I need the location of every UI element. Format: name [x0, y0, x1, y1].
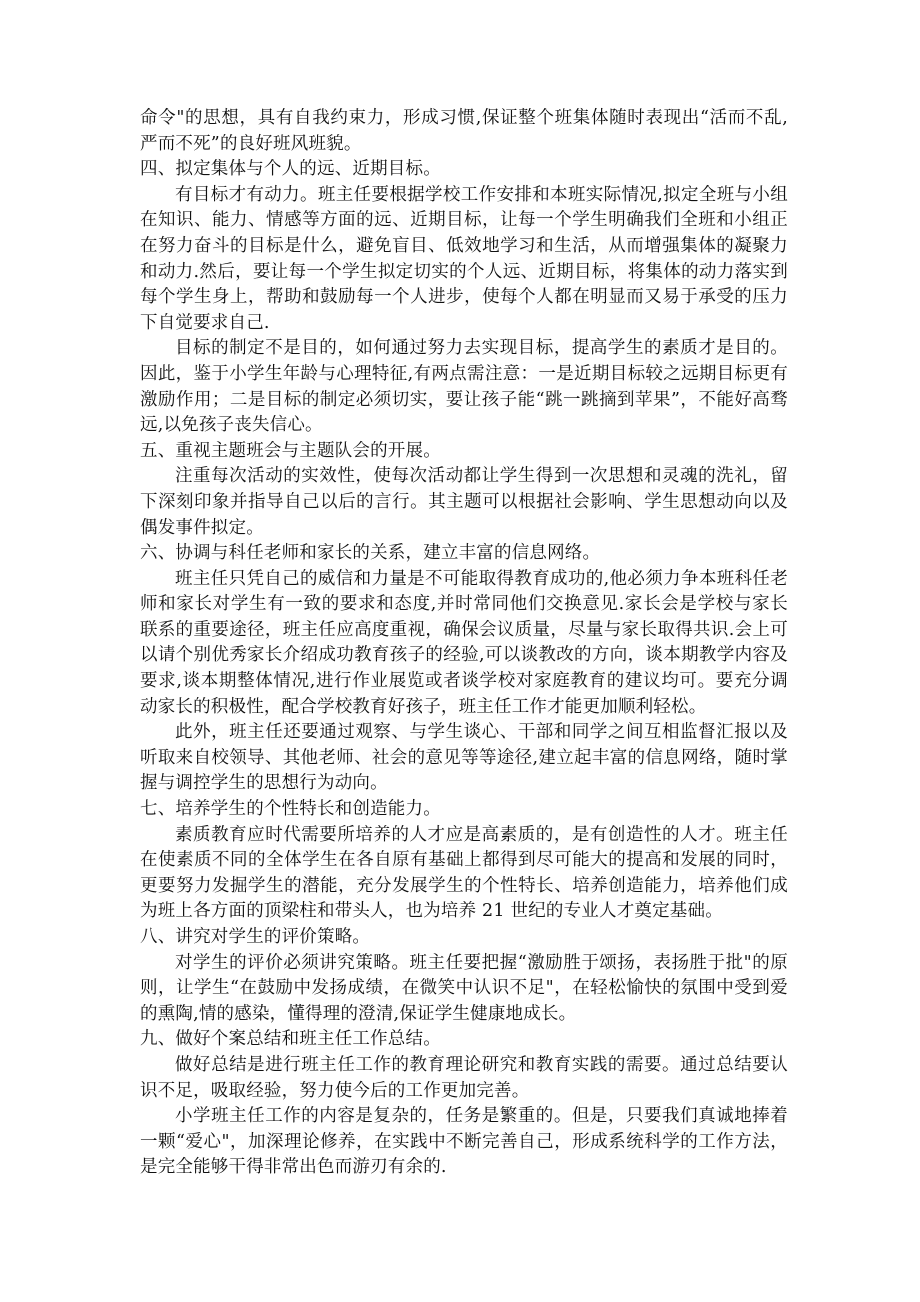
paragraph: 有目标才有动力。班主任要根据学校工作安排和本班实际情况,拟定全班与小组在知识、能力、情感等方面的远、近期目标，让每一个学生明确我们全班和小组正在努力奋斗的目标是什么，避免盲目、低效地学习和生活，从而增强集体的凝聚力和动力.然后，要让每一个学生拟定切实的个人远、近期目标，将集体的动力落实到每个学生身上，帮助和鼓励每一个人进步，使每个人都在明显而又易于承受的压力下自觉要求自己.	[140, 184, 788, 333]
section-heading-6: 六、协调与科任老师和家长的关系，建立丰富的信息网络。	[140, 543, 601, 564]
paragraph: 班主任只凭自己的威信和力量是不可能取得教育成功的,他必须力争本班科任老师和家长对学生有一致的要求和态度,并时常同他们交换意见.家长会是学校与家长联系的重要途径，班主任应高度重视，确保会议质量，尽量与家长取得共识.会上可以请个别优秀家长介绍成功教育孩子的经验,可以谈教改的方向，谈本期教学内容及要求,谈本期整体情况,进行作业展览或者谈学校对家庭教育的建议均可。要充分调动家长的积极性，配合学校教育好孩子，班主任工作才能更加顺利轻松。	[140, 568, 788, 717]
section-heading-5: 五、重视主题班会与主题队会的开展。	[140, 440, 441, 461]
paragraph: 此外，班主任还要通过观察、与学生谈心、干部和同学之间互相监督汇报以及听取来自校领导、其他老师、社会的意见等等途径,建立起丰富的信息网络，随时掌握与调控学生的思想行为动向。	[140, 722, 788, 794]
paragraph: 目标的制定不是目的，如何通过努力去实现目标，提高学生的素质才是目的。因此，鉴于小学生年龄与心理特征,有两点需注意：一是近期目标较之远期目标更有激励作用；二是目标的制定必须切实，要让孩子能“跳一跳摘到苹果”，不能好高骛远,以免孩子丧失信心。	[140, 338, 788, 436]
paragraph-continuation: 命令"的思想，具有自我约束力，形成习惯,保证整个班集体随时表现出“活而不乱,严而不死”的良好班风班貌。	[140, 108, 788, 154]
section-heading-7: 七、培养学生的个性特长和创造能力。	[140, 799, 441, 820]
paragraph: 对学生的评价必须讲究策略。班主任要把握“激励胜于颂扬，表扬胜于批"的原则，让学生“在鼓励中发扬成绩，在微笑中认识不足"，在轻松愉快的氛围中受到爱的熏陶,情的感染，懂得理的澄清,保证学生健康地成长。	[140, 952, 788, 1024]
section-heading-4: 四、拟定集体与个人的远、近期目标。	[140, 159, 441, 180]
paragraph: 素质教育应时代需要所培养的人才应是高素质的，是有创造性的人才。班主任在使素质不同的全体学生在各自原有基础上都得到尽可能大的提高和发展的同时，更要努力发掘学生的潜能，充分发展学生的个性特长、培养创造能力，培养他们成为班上各方面的顶梁柱和带头人，也为培养 21 世纪的专业人才奠定基础。	[140, 824, 788, 922]
section-heading-9: 九、做好个案总结和班主任工作总结。	[140, 1029, 441, 1050]
section-heading-8: 八、讲究对学生的评价策略。	[140, 927, 371, 947]
paragraph: 做好总结是进行班主任工作的教育理论研究和教育实践的需要。通过总结要认识不足，吸取经验，努力使今后的工作更加完善。	[140, 1054, 788, 1101]
paragraph: 小学班主任工作的内容是复杂的，任务是繁重的。但是，只要我们真诚地捧着一颗“爱心"，加深理论修养，在实践中不断完善自己，形成系统科学的工作方法，是完全能够干得非常出色而游刃有余的.	[140, 1106, 788, 1178]
document-body	[140, 106, 788, 1181]
paragraph: 注重每次活动的实效性，使每次活动都让学生得到一次思想和灵魂的洗礼，留下深刻印象并指导自己以后的言行。其主题可以根据社会影响、学生思想动向以及偶发事件拟定。	[140, 466, 788, 538]
